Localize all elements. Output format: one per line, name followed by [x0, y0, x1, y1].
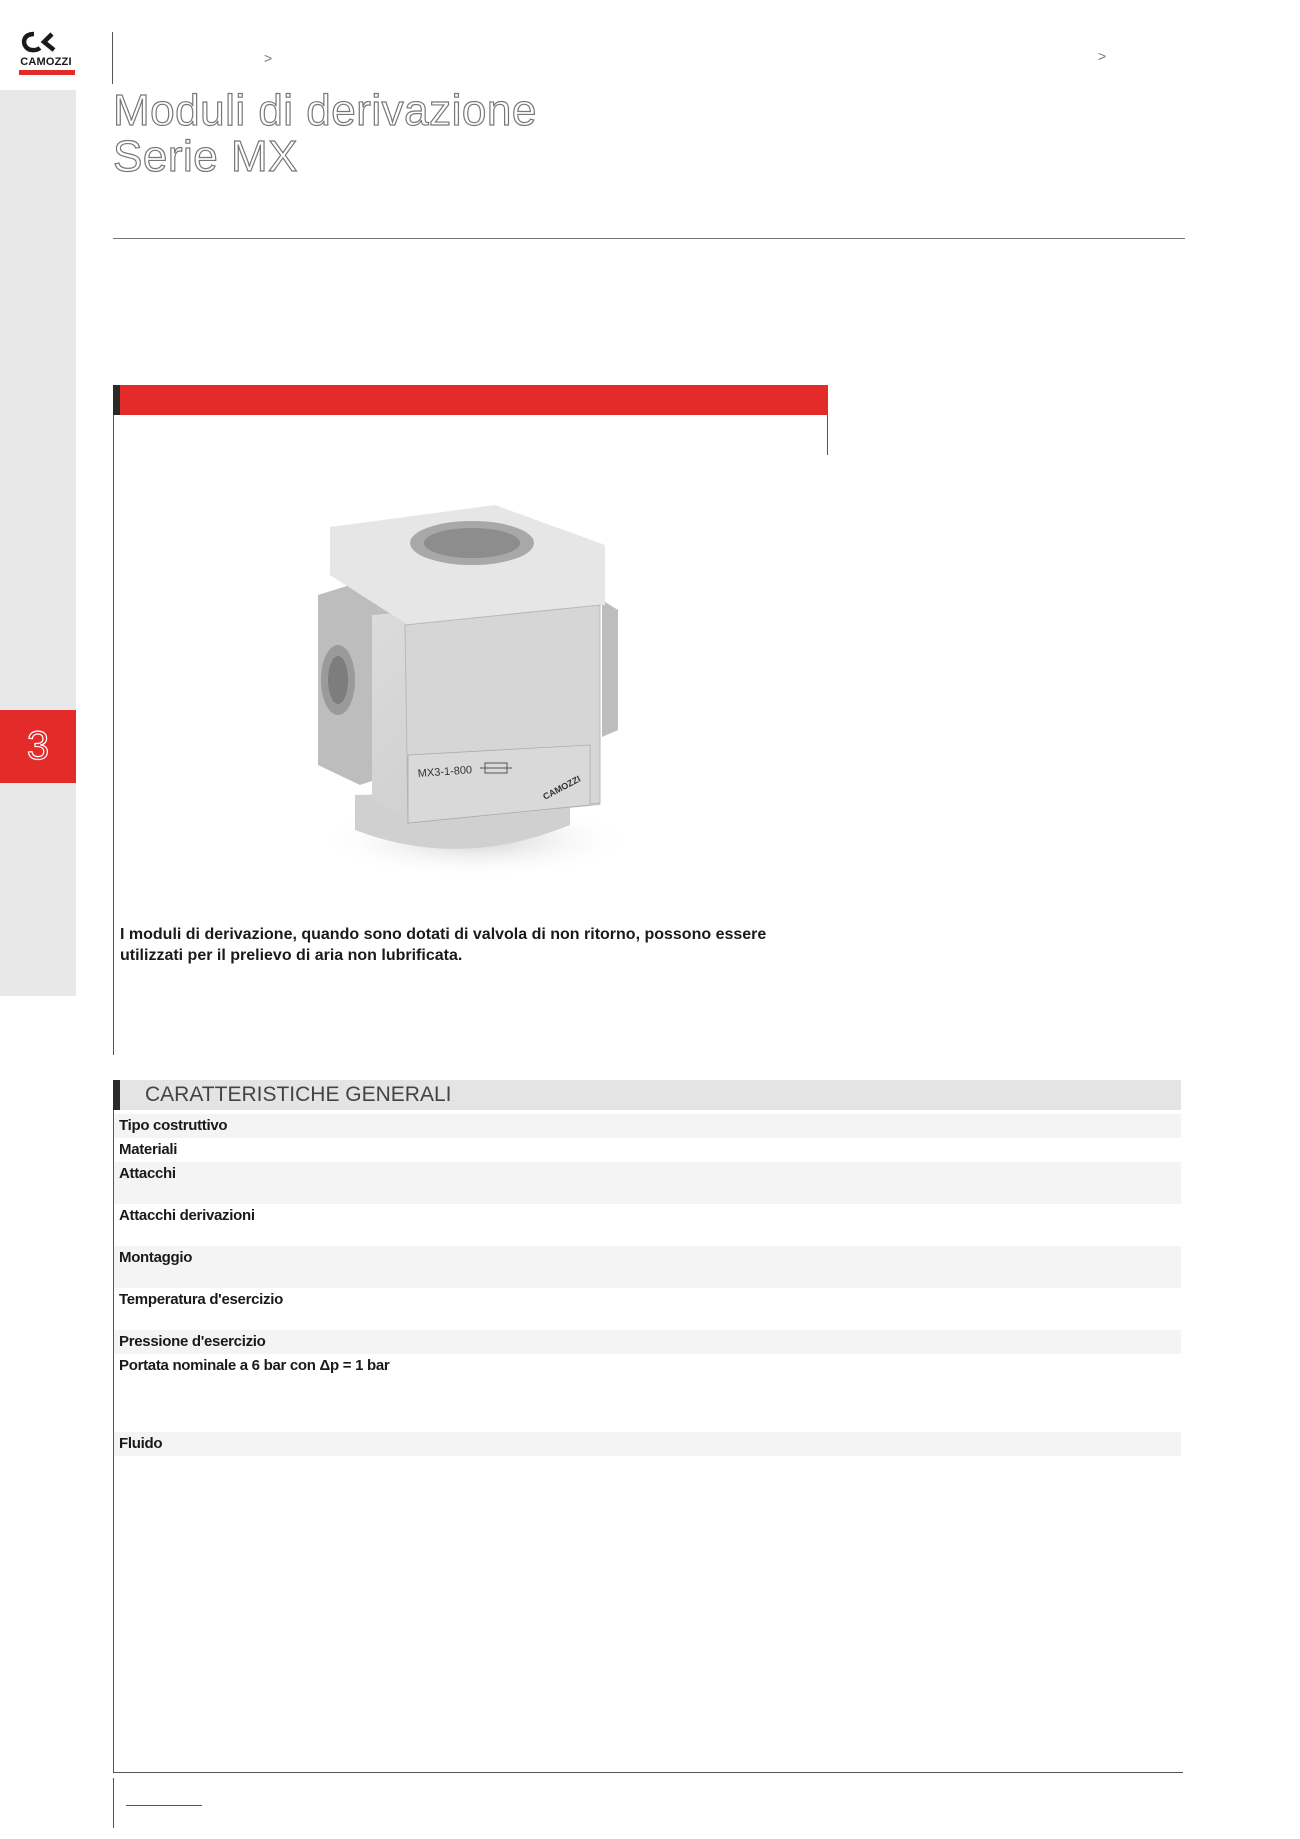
char-label: Montaggio: [119, 1249, 193, 1266]
section-band: [113, 385, 828, 415]
char-label: Portata nominale a 6 bar con Δp = 1 bar: [119, 1357, 390, 1374]
breadcrumb-arrow-right: >: [1098, 48, 1107, 64]
char-row-attacchi-derivazioni: [113, 1204, 1181, 1246]
product-photo-icon: [300, 505, 640, 890]
page-title: [113, 88, 537, 180]
side-tab-strip: [0, 90, 76, 996]
char-label: Attacchi: [119, 1165, 176, 1182]
product-label-brand: CAMOZZI: [541, 773, 583, 802]
page-title-line2: Serie MX: [113, 132, 298, 181]
logo-text: CAMOZZI: [20, 56, 72, 68]
char-row-attacchi: [113, 1162, 1181, 1204]
product-description: I moduli di derivazione, quando sono dotati di valvola di non ritorno, possono essere utilizzati per il prelievo di aria non lubrificata.: [120, 926, 767, 964]
char-row-pressione: [113, 1330, 1181, 1354]
header-divider: [112, 32, 113, 84]
char-row-temperatura: [113, 1288, 1181, 1330]
characteristics-title: CARATTERISTICHE GENERALI: [145, 1083, 452, 1106]
logo-bar: [19, 70, 75, 75]
char-label: Tipo costruttivo: [119, 1117, 228, 1134]
char-label: Temperatura d'esercizio: [119, 1291, 283, 1308]
char-row-tipo-costruttivo: [113, 1114, 1181, 1138]
camozzi-logo: [16, 28, 76, 76]
page-title-line1: Moduli di derivazione: [113, 86, 537, 135]
content-bottom-rule: [113, 1772, 1183, 1773]
char-row-portata: [113, 1354, 1181, 1432]
char-label: Materiali: [119, 1141, 178, 1158]
section-band-cap: [113, 385, 120, 415]
product-label-model: MX3-1-800: [417, 764, 473, 780]
section-band-divider: [827, 415, 828, 455]
char-row-fluido: [113, 1432, 1181, 1456]
title-rule: [113, 238, 1185, 239]
characteristics-header-cap: [113, 1080, 120, 1110]
char-row-montaggio: [113, 1246, 1181, 1288]
char-label: Fluido: [119, 1435, 163, 1452]
char-label: Pressione d'esercizio: [119, 1333, 266, 1350]
char-label: Attacchi derivazioni: [119, 1207, 255, 1224]
chapter-number: 3: [26, 724, 50, 768]
section-left-rule: [113, 415, 114, 1055]
chapter-tab[interactable]: [0, 710, 76, 783]
footer-dash: [126, 1805, 202, 1806]
breadcrumb-arrow-left: >: [264, 50, 273, 66]
footer-divider: [113, 1778, 114, 1828]
char-row-materiali: [113, 1138, 1181, 1162]
content-left-rule: [113, 1110, 114, 1772]
